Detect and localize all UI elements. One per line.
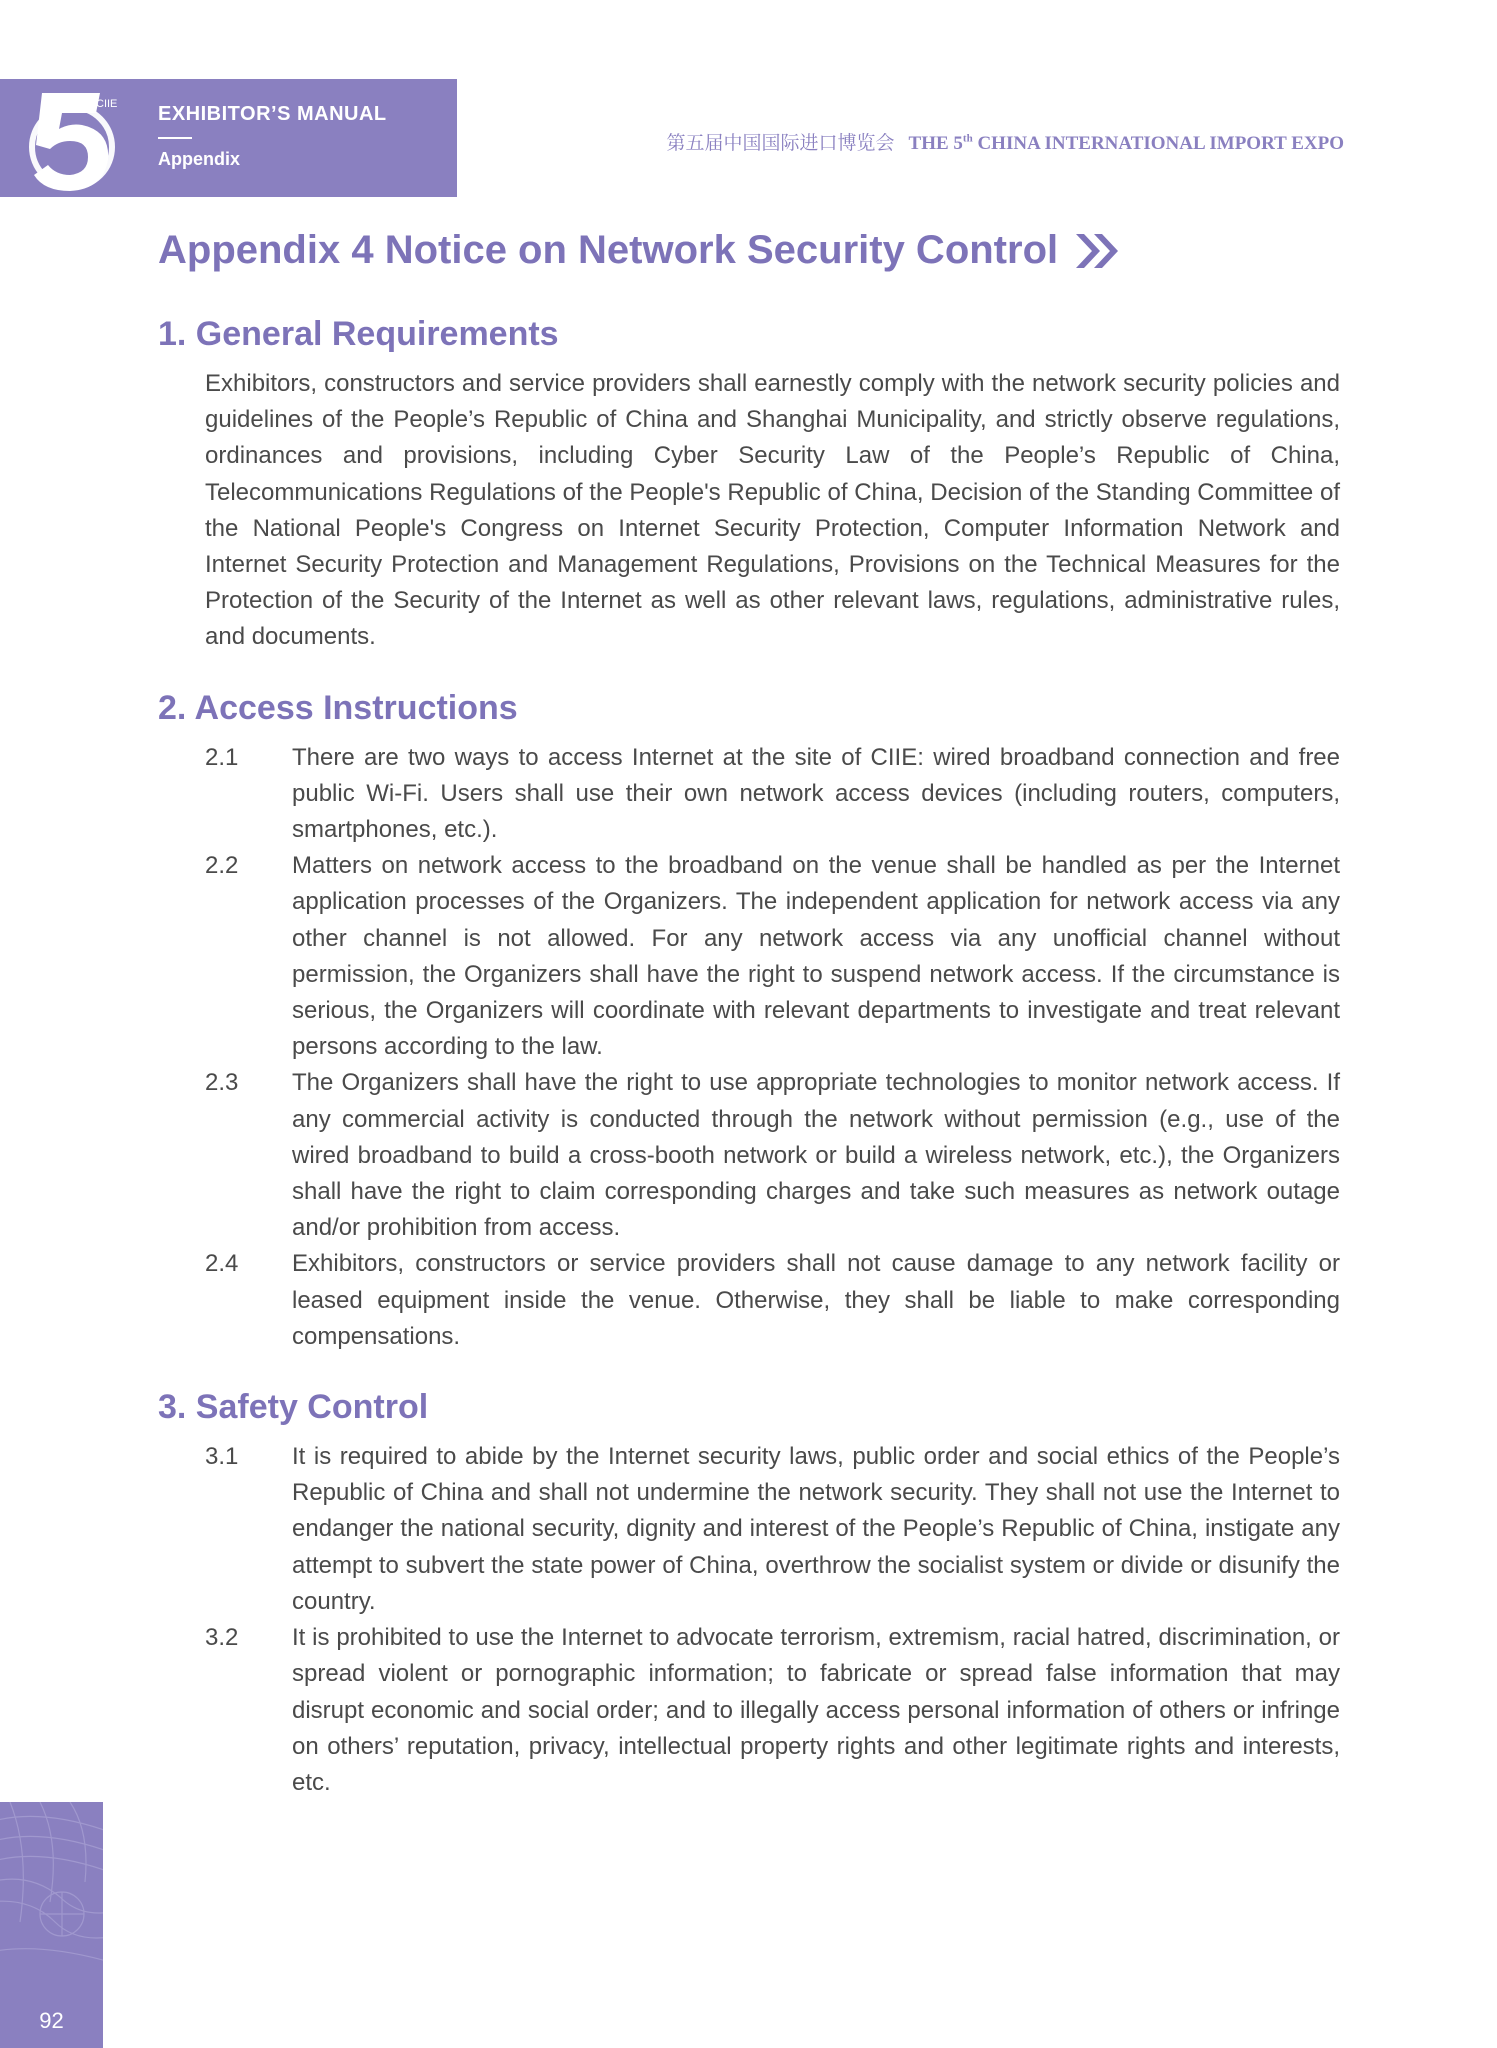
list-item-number: 2.4 bbox=[205, 1250, 239, 1278]
list-item bbox=[158, 848, 1340, 1065]
list-item-text: It is required to abide by the Internet security laws, public order and social ethics of the People’s Republic of China and shall not undermine the network security. They shall not use the Internet to endanger the national security, dignity and interest of the People’s Republic of China, instigate any attempt to subvert the state power of China, overthrow the socialist system or divide or disunify the country. bbox=[292, 1443, 1340, 1615]
expo-title-prefix: THE 5 bbox=[908, 133, 963, 154]
list-item-number: 2.2 bbox=[205, 852, 239, 880]
list-item-number: 3.1 bbox=[205, 1443, 239, 1471]
logo-text: CIIE bbox=[96, 98, 118, 110]
expo-title-suffix: CHINA INTERNATIONAL IMPORT EXPO bbox=[972, 133, 1344, 154]
list-item-number: 3.2 bbox=[205, 1624, 239, 1652]
manual-title: EXHIBITOR’S MANUAL bbox=[158, 103, 387, 125]
page-title-text: Appendix 4 Notice on Network Security Control bbox=[158, 228, 1059, 272]
list-item-text: There are two ways to access Internet at the site of CIIE: wired broadband connection and free public Wi-Fi. Users shall use their own network access devices (including routers, computers, smartphones, etc.). bbox=[292, 743, 1340, 844]
list-item bbox=[158, 1620, 1340, 1801]
expo-title-cn: 第五届中国国际进口博览会 bbox=[666, 133, 895, 154]
main-content bbox=[158, 228, 1340, 1801]
list-item-number: 2.1 bbox=[205, 743, 239, 771]
section-title-access-instructions: 2. Access Instructions bbox=[158, 688, 518, 727]
list-item bbox=[158, 1065, 1340, 1246]
list-item bbox=[158, 1439, 1340, 1620]
manual-subtitle: Appendix bbox=[158, 149, 241, 169]
section-title-general-requirements: 1. General Requirements bbox=[158, 315, 559, 353]
ciie-logo-icon bbox=[22, 85, 128, 195]
list-item-number: 2.3 bbox=[205, 1069, 239, 1097]
header-divider bbox=[158, 137, 192, 139]
list-item bbox=[158, 1246, 1340, 1355]
expo-title-sup: th bbox=[962, 132, 973, 145]
list-item-text: The Organizers shall have the right to use appropriate technologies to monitor network access. If any commercial activity is conducted through the network without permission (e.g., use of the wired broadband to build a cross-booth network or build a wireless network, etc.), the Organizers shall have the right to claim corresponding charges and take such measures as network outage and/or prohibition from access. bbox=[292, 1069, 1340, 1242]
section-title-safety-control: 3. Safety Control bbox=[158, 1388, 429, 1427]
list-item bbox=[158, 740, 1340, 849]
expo-title bbox=[667, 128, 1344, 155]
double-chevron-right-icon bbox=[1072, 230, 1122, 272]
list-item-text: Matters on network access to the broadband on the venue shall be handled as per the Internet application processes of the Organizers. The independent application for network access via any other channel is not allowed. For any network access via any unofficial channel without permission, the Organizers shall have the right to suspend network access. If the circumstance is serious, the Organizers will coordinate with relevant departments to investigate and treat relevant persons according to the law. bbox=[292, 852, 1340, 1061]
list-item-text: Exhibitors, constructors or service providers shall not cause damage to any network facility or leased equipment inside the venue. Otherwise, they shall be liable to make corresponding compensations. bbox=[292, 1250, 1340, 1350]
list-item-text: It is prohibited to use the Internet to advocate terrorism, extremism, racial hatred, discrimination, or spread violent or pornographic information; to fabricate or spread false information that may disrupt economic and social order; and to illegally access personal information of others or infringe on others’ reputation, privacy, intellectual property rights and other legitimate rights and interests, etc. bbox=[292, 1624, 1340, 1796]
general-requirements-paragraph: Exhibitors, constructors and service providers shall earnestly comply with the network security policies and guidelines of the People’s Republic of China and Shanghai Municipality, and strictly observe regulations, ordinances and provisions, including Cyber Security Law of the People’s Republic of China, Telecommunications Regulations of the People's Republic of China, Decision of the Standing Committee of the National People's Congress on Internet Security Protection, Computer Information Network and Internet Security Protection and Management Regulations, Provisions on the Technical Measures for the Protection of the Security of the Internet as well as other relevant laws, regulations, administrative rules, and documents. bbox=[205, 370, 1340, 651]
page-title bbox=[158, 228, 1340, 273]
safety-control-list bbox=[158, 1439, 1340, 1801]
page-number: 92 bbox=[39, 2008, 64, 2033]
header-band bbox=[0, 79, 457, 197]
access-instructions-list bbox=[158, 740, 1340, 1355]
